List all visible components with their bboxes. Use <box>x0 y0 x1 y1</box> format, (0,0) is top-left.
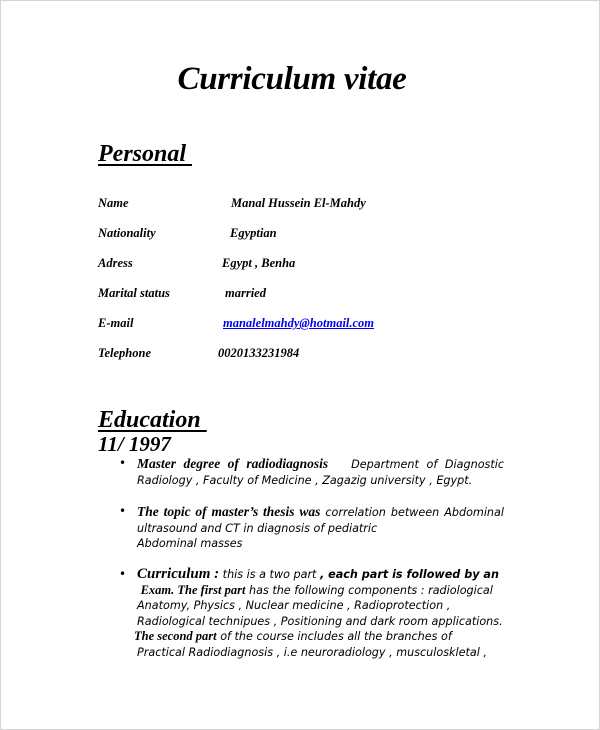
field-value-address: Egypt , Benha <box>222 256 296 270</box>
field-value-email <box>223 316 374 331</box>
education-date: 11/ 1997 <box>98 432 171 456</box>
field-label-telephone: Telephone <box>98 346 152 360</box>
bullet-icon: • <box>119 504 127 518</box>
field-value-nationality: Egyptian <box>230 226 277 240</box>
field-label-name: Name <box>98 196 129 210</box>
field-value-marital-status: married <box>225 286 266 300</box>
bullet-icon: • <box>119 456 127 470</box>
education-item-curriculum: • Curriculum : this is a two part , each part is followed by an Exam. The first part has the following components : radiological Anatomy, Physics , Nuclear medicine , Radioprotection , Radiological technipues , Positioning and dark room applications. The second part of the course includes all the branches of Practical Radiodiagnosis , i.e neuroradiology , musculoskletal , <box>119 566 503 659</box>
field-label-email: E-mail <box>98 316 134 330</box>
field-value-telephone: 0020133231984 <box>218 346 300 360</box>
field-value-name: Manal Hussein El-Mahdy <box>231 196 366 210</box>
education-item-master-degree: • Master degree of radiodiagnosis Department of Diagnostic Radiology , Faculty of Medicine , Zagazig university , Egypt. <box>119 456 505 487</box>
bullet-icon: • <box>119 567 127 581</box>
education-item-thesis: • The topic of master’s thesis was correlation between Abdominal ultrasound and CT in diagnosis of pediatric Abdominal masses <box>119 504 504 550</box>
field-label-marital-status: Marital status <box>98 286 170 300</box>
field-label-address: Adress <box>98 256 133 270</box>
field-label-nationality: Nationality <box>98 226 156 240</box>
section-heading-education: Education <box>98 407 207 433</box>
section-heading-personal: Personal <box>98 141 193 167</box>
email-link[interactable]: manalelmahdy@hotmail.com <box>223 316 375 330</box>
document-title: Curriculum vitae <box>177 61 407 97</box>
